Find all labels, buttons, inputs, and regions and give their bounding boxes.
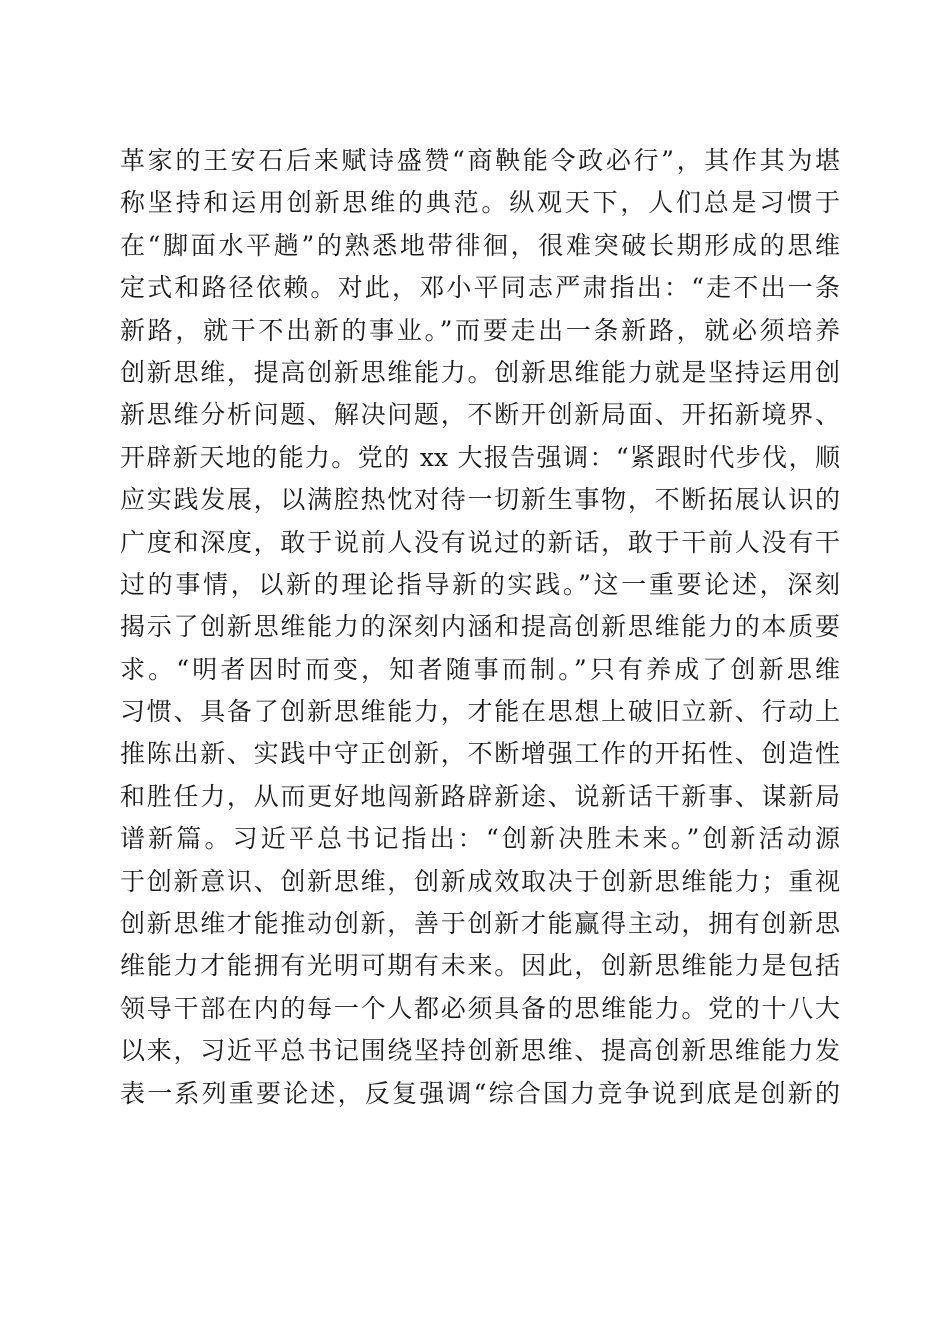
text-line: 维能力才能拥有光明可期有未来。因此，创新思维能力是包括 bbox=[120, 951, 840, 981]
text-line: 领导干部在内的每一个人都必须具备的思维能力。党的十八大 bbox=[120, 993, 840, 1023]
text-line: 新路，就干不出新的事业。”而要走出一条新路，就必须培养 bbox=[120, 315, 840, 345]
text-line: 习惯、具备了创新思维能力，才能在思想上破旧立新、行动上 bbox=[120, 697, 840, 727]
text-line: 推陈出新、实践中守正创新，不断增强工作的开拓性、创造性 bbox=[120, 739, 840, 769]
text-line: 革家的王安石后来赋诗盛赞“商鞅能令政必行”，其作其为堪 bbox=[120, 146, 840, 175]
text-line: 创新思维，提高创新思维能力。创新思维能力就是坚持运用创 bbox=[120, 357, 840, 387]
text-line: 和胜任力，从而更好地闯新路辟新途、说新话干新事、谋新局 bbox=[120, 781, 840, 811]
text-line: 揭示了创新思维能力的深刻内涵和提高创新思维能力的本质要 bbox=[120, 612, 840, 642]
body-paragraph bbox=[120, 140, 840, 1115]
text-line: 在“脚面水平趟”的熟悉地带徘徊，很难突破长期形成的思维 bbox=[120, 230, 840, 260]
text-line: 开辟新天地的能力。党的 xx 大报告强调：“紧跟时代步伐，顺 bbox=[120, 442, 840, 472]
text-line: 称坚持和运用创新思维的典范。纵观天下，人们总是习惯于 bbox=[120, 188, 840, 218]
text-line: 定式和路径依赖。对此，邓小平同志严肃指出：“走不出一条 bbox=[120, 273, 840, 303]
text-line: 应实践发展，以满腔热忱对待一切新生事物，不断拓展认识的 bbox=[120, 485, 840, 515]
text-line: 于创新意识、创新思维，创新成效取决于创新思维能力；重视 bbox=[120, 866, 840, 896]
text-line: 以来，习近平总书记围绕坚持创新思维、提高创新思维能力发 bbox=[120, 1036, 840, 1066]
text-line: 谱新篇。习近平总书记指出：“创新决胜未来。”创新活动源 bbox=[120, 824, 840, 854]
text-line: 求。“明者因时而变，知者随事而制。”只有养成了创新思维 bbox=[120, 654, 840, 684]
text-line: 广度和深度，敢于说前人没有说过的新话，敢于干前人没有干 bbox=[120, 527, 840, 557]
text-line: 新思维分析问题、解决问题，不断开创新局面、开拓新境界、 bbox=[120, 400, 840, 430]
text-line: 表一系列重要论述，反复强调“综合国力竞争说到底是创新的 bbox=[120, 1078, 840, 1108]
text-line: 创新思维才能推动创新，善于创新才能赢得主动，拥有创新思 bbox=[120, 909, 840, 939]
text-line: 过的事情，以新的理论指导新的实践。”这一重要论述，深刻 bbox=[120, 569, 840, 599]
